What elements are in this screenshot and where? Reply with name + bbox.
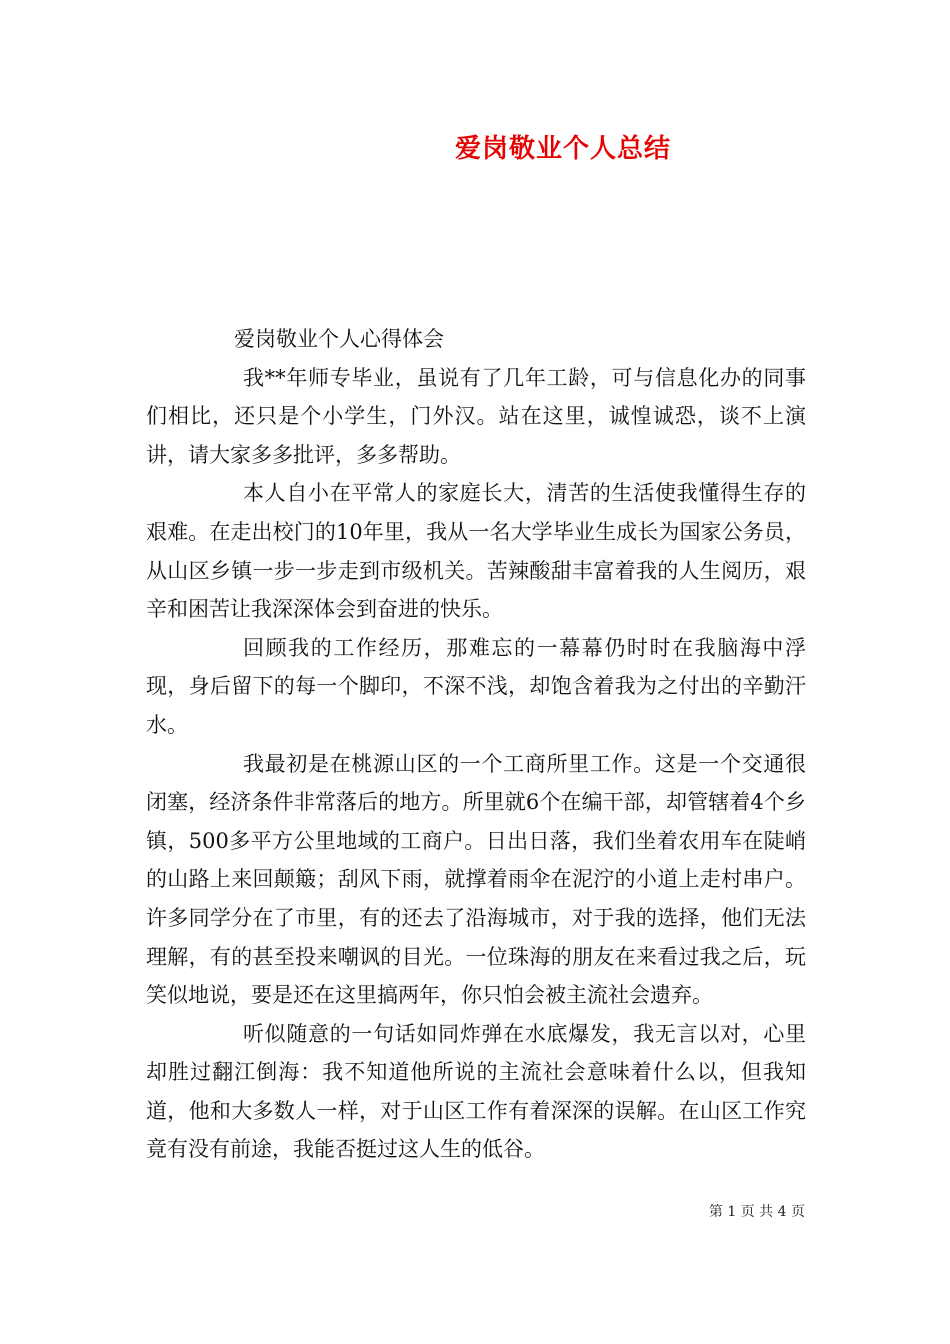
document-subtitle: 爱岗敬业个人心得体会 — [234, 327, 444, 351]
document-title: 爱岗敬业个人总结 — [454, 134, 671, 164]
paragraph-3: 回顾我的工作经历，那难忘的一幕幕仍时时在我脑海中浮现，身后留下的每一个脚印，不深不浅，却饱含着我为之付出的辛勤汗水。 — [146, 635, 806, 737]
paragraph-5: 听似随意的一句话如同炸弹在水底爆发，我无言以对，心里却胜过翻江倒海：我不知道他所说的主流社会意味着什么以，但我知道，他和大多数人一样，对于山区工作有着深深的误解。在山区工作究竟有没有前途，我能否挺过这人生的低谷。 — [146, 1021, 806, 1162]
paragraph-1: 我**年师专毕业，虽说有了几年工龄，可与信息化办的同事们相比，还只是个小学生，门外汉。站在这里，诚惶诚恐，谈不上演讲，请大家多多批评，多多帮助。 — [146, 365, 806, 467]
page-number-footer: 第 1 页 共 4 页 — [708, 1204, 805, 1220]
paragraph-2: 本人自小在平常人的家庭长大，清苦的生活使我懂得生存的艰难。在走出校门的10年里，我从一名大学毕业生成长为国家公务员，从山区乡镇一步一步走到市级机关。苦辣酸甜丰富着我的人生阅历，艰辛和困苦让我深深体会到奋进的快乐。 — [146, 481, 806, 622]
paragraph-4: 我最初是在桃源山区的一个工商所里工作。这是一个交通很闭塞，经济条件非常落后的地方。所里就6个在编干部，却管辖着4个乡镇，500多平方公里地域的工商户。日出日落，我们坐着农用车在陡峭的山路上来回颠簸；刮风下雨，就撑着雨伞在泥泞的小道上走村串户。许多同学分在了市里，有的还去了沿海城市，对于我的选择，他们无法理解，有的甚至投来嘲讽的目光。一位珠海的朋友在来看过我之后，玩笑似地说，要是还在这里搞两年，你只怕会被主流社会遗弃。 — [146, 751, 806, 1008]
document-body — [146, 320, 806, 1169]
